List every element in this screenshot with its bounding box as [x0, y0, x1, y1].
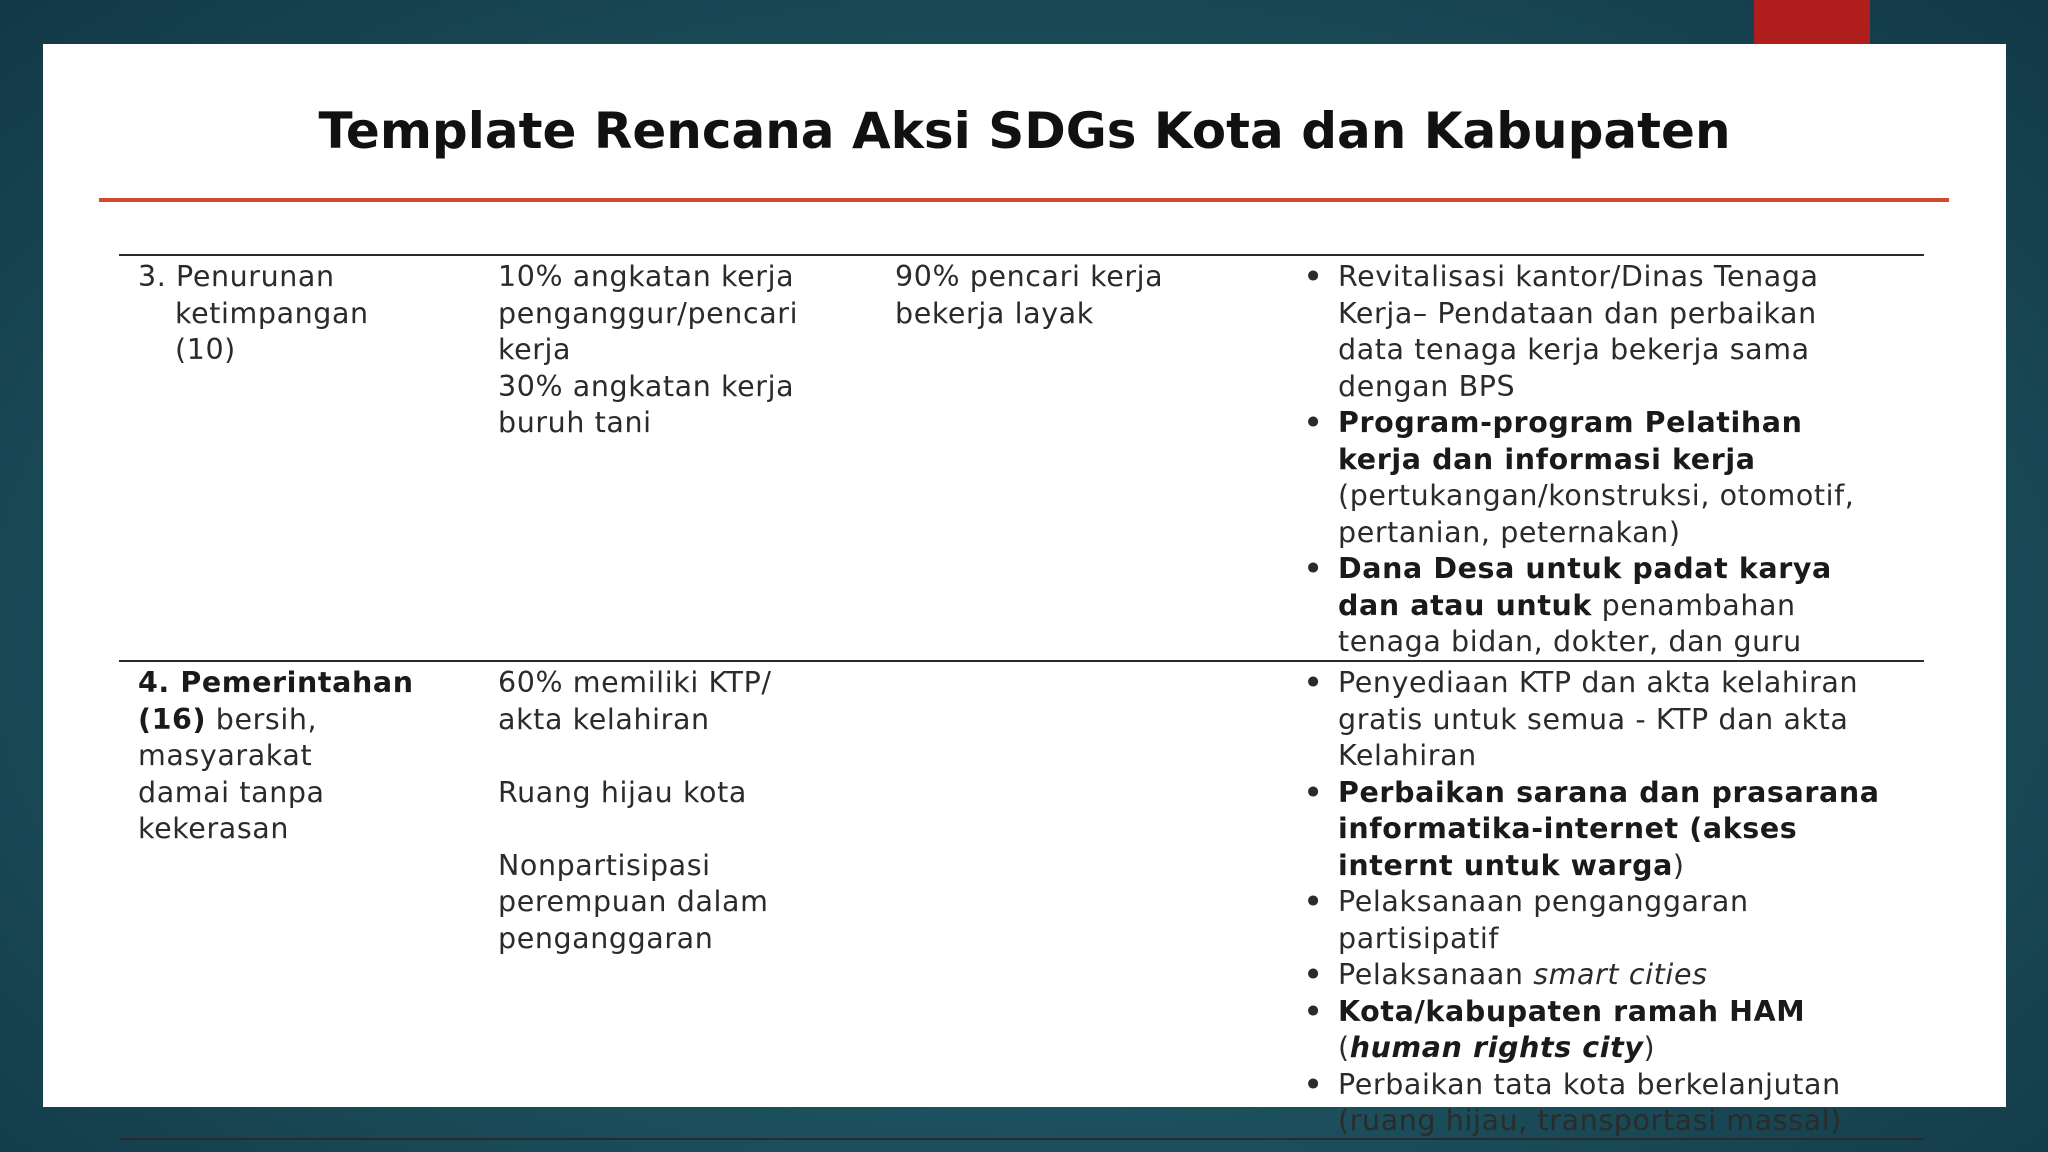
action-item: • Program-program Pelatihan kerja dan informasi kerja (pertukangan/konstruksi, otomotif, pertanian, peternakan) [1302, 405, 1854, 551]
action-item: • Perbaikan sarana dan prasarana informatika-internet (akses internt untuk warga) [1302, 775, 1880, 885]
action-item: • Dana Desa untuk padat karya dan atau untuk penambahan tenaga bidan, dokter, dan guru [1302, 551, 1854, 661]
action-item: • Pelaksanaan penganggaran partisipatif [1302, 884, 1880, 957]
indicator-line: 10% angkatan kerja [498, 260, 795, 293]
target-line: bekerja layak [895, 296, 1094, 330]
indicator-line: buruh tani [498, 406, 652, 439]
target-line: 90% pencari kerja [895, 260, 1164, 293]
row2-actions [1302, 665, 1880, 1140]
goal-line: masyarakat [138, 739, 313, 772]
indicator-line: perempuan dalam [498, 885, 769, 918]
indicator-line: penganggur/pencari [498, 296, 799, 330]
goal-line: kekerasan [138, 812, 290, 845]
indicator-line: penganggaran [498, 921, 714, 955]
action-item: • Perbaikan tata kota berkelanjutan (ruang hijau, transportasi massal) [1302, 1067, 1880, 1140]
goal-line: ketimpangan [175, 296, 369, 330]
row2-goal: 4. Pemerintahan (16) bersih, masyarakat damai tanpa kekerasan [138, 665, 414, 848]
indicator-line: 60% memiliki KTP/ [498, 666, 772, 699]
indicator-line: Ruang hijau kota [498, 775, 747, 809]
row1-goal [138, 259, 369, 369]
indicator-line: 30% angkatan kerja [498, 369, 795, 403]
row1-actions [1302, 259, 1854, 661]
goal-line: damai tanpa [138, 775, 325, 809]
row1-targets [895, 259, 1163, 332]
indicator-line: Nonpartisipasi [498, 848, 711, 882]
goal-line: (10) [175, 333, 236, 366]
action-item: • Kota/kabupaten ramah HAM (human rights city) [1302, 994, 1880, 1067]
slide-title: Template Rencana Aksi SDGs Kota dan Kabupaten [318, 102, 1731, 160]
goal-line: 4. Pemerintahan [138, 666, 414, 699]
action-plan-table [99, 208, 1951, 1137]
row1-indicators [498, 259, 798, 442]
goal-line: 3. Penurunan [138, 260, 335, 293]
slide [43, 44, 2006, 1137]
action-item: • Penyediaan KTP dan akta kelahiran gratis untuk semua - KTP dan akta Kelahiran [1302, 665, 1880, 775]
row2-indicators [498, 665, 772, 957]
corner-accent-bar [1754, 0, 1870, 44]
action-item: • Pelaksanaan smart cities [1302, 957, 1880, 994]
table-top-rule [119, 254, 1924, 256]
action-item: • Revitalisasi kantor/Dinas Tenaga Kerja– Pendataan dan perbaikan data tenaga kerja bekerja sama dengan BPS [1302, 259, 1854, 405]
indicator-line: akta kelahiran [498, 702, 710, 736]
title-divider [99, 198, 1949, 202]
indicator-line: kerja [498, 333, 572, 366]
